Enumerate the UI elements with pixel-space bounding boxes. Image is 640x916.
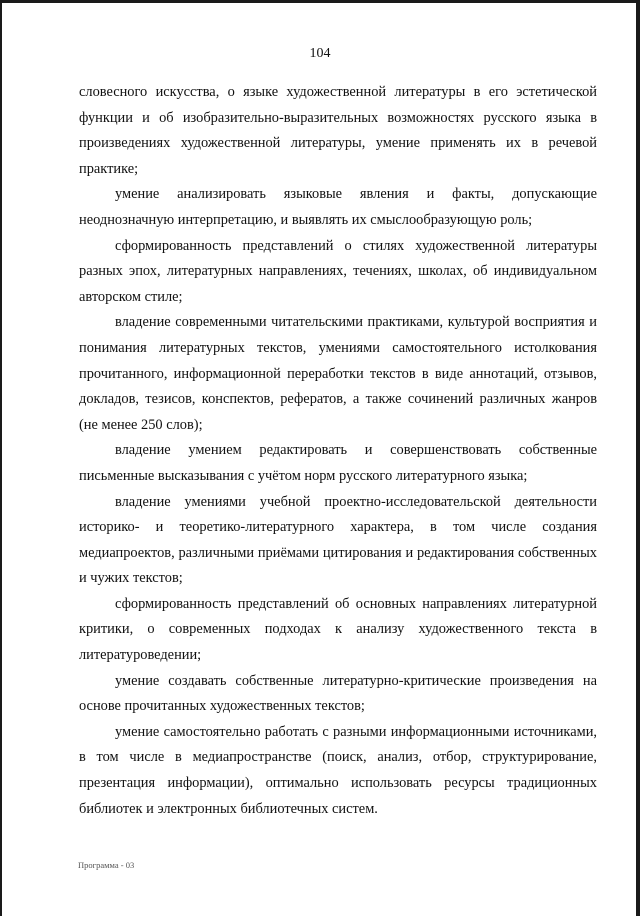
page-number: 104	[309, 46, 331, 61]
footer-label: Программа - 03	[78, 860, 135, 870]
paragraph-3: сформированность представлений о стилях художественной литературы разных эпох, литературных направлениях, течениях, школах, об индивидуальном авторском стиле;	[79, 237, 597, 305]
paragraph-7: сформированность представлений об основных направлениях литературной критики, о современных подходах к анализу художественного текста в литературоведении;	[79, 595, 597, 664]
paragraph-6: владение умениями учебной проектно-исследовательской деятельности историко- и теоретико-литературного характера, в том числе создания медиапроектов, различными приёмами цитирования и редактирования собственных и чужих текстов;	[79, 493, 597, 587]
paragraph-4: владение современными читательскими практиками, культурой восприятия и понимания литературных текстов, умениями самостоятельного истолкования прочитанного, информационной переработки текстов в виде аннотаций, отзывов, докладов, тезисов, конспектов, рефератов, а также сочинений различных жанров (не менее 250 слов);	[79, 314, 597, 433]
paragraph-9: умение самостоятельно работать с разными информационными источниками, в том числе в медиапространстве (поиск, анализ, отбор, структурирование, презентация информации), оптимально использовать ресурсы традиционных библиотек и электронных библиотечных систем.	[79, 723, 597, 817]
scan-border-left	[0, 0, 2, 916]
scan-border-right	[636, 0, 640, 916]
scan-border-top	[0, 0, 640, 3]
paragraph-8: умение создавать собственные литературно-критические произведения на основе прочитанных художественных текстов;	[79, 672, 597, 715]
body-text	[79, 80, 597, 822]
paragraph-2: умение анализировать языковые явления и факты, допускающие неоднозначную интерпретацию, и выявлять их смыслообразующую роль;	[79, 186, 597, 228]
paragraph-1: словесного искусства, о языке художественной литературы в его эстетической функции и об изобразительно-выразительных возможностях русского языка в произведениях художественной литературы, умение применять их в речевой практике;	[79, 84, 597, 177]
paragraph-5: владение умением редактировать и совершенствовать собственные письменные высказывания с учётом норм русского литературного языка;	[79, 442, 597, 484]
